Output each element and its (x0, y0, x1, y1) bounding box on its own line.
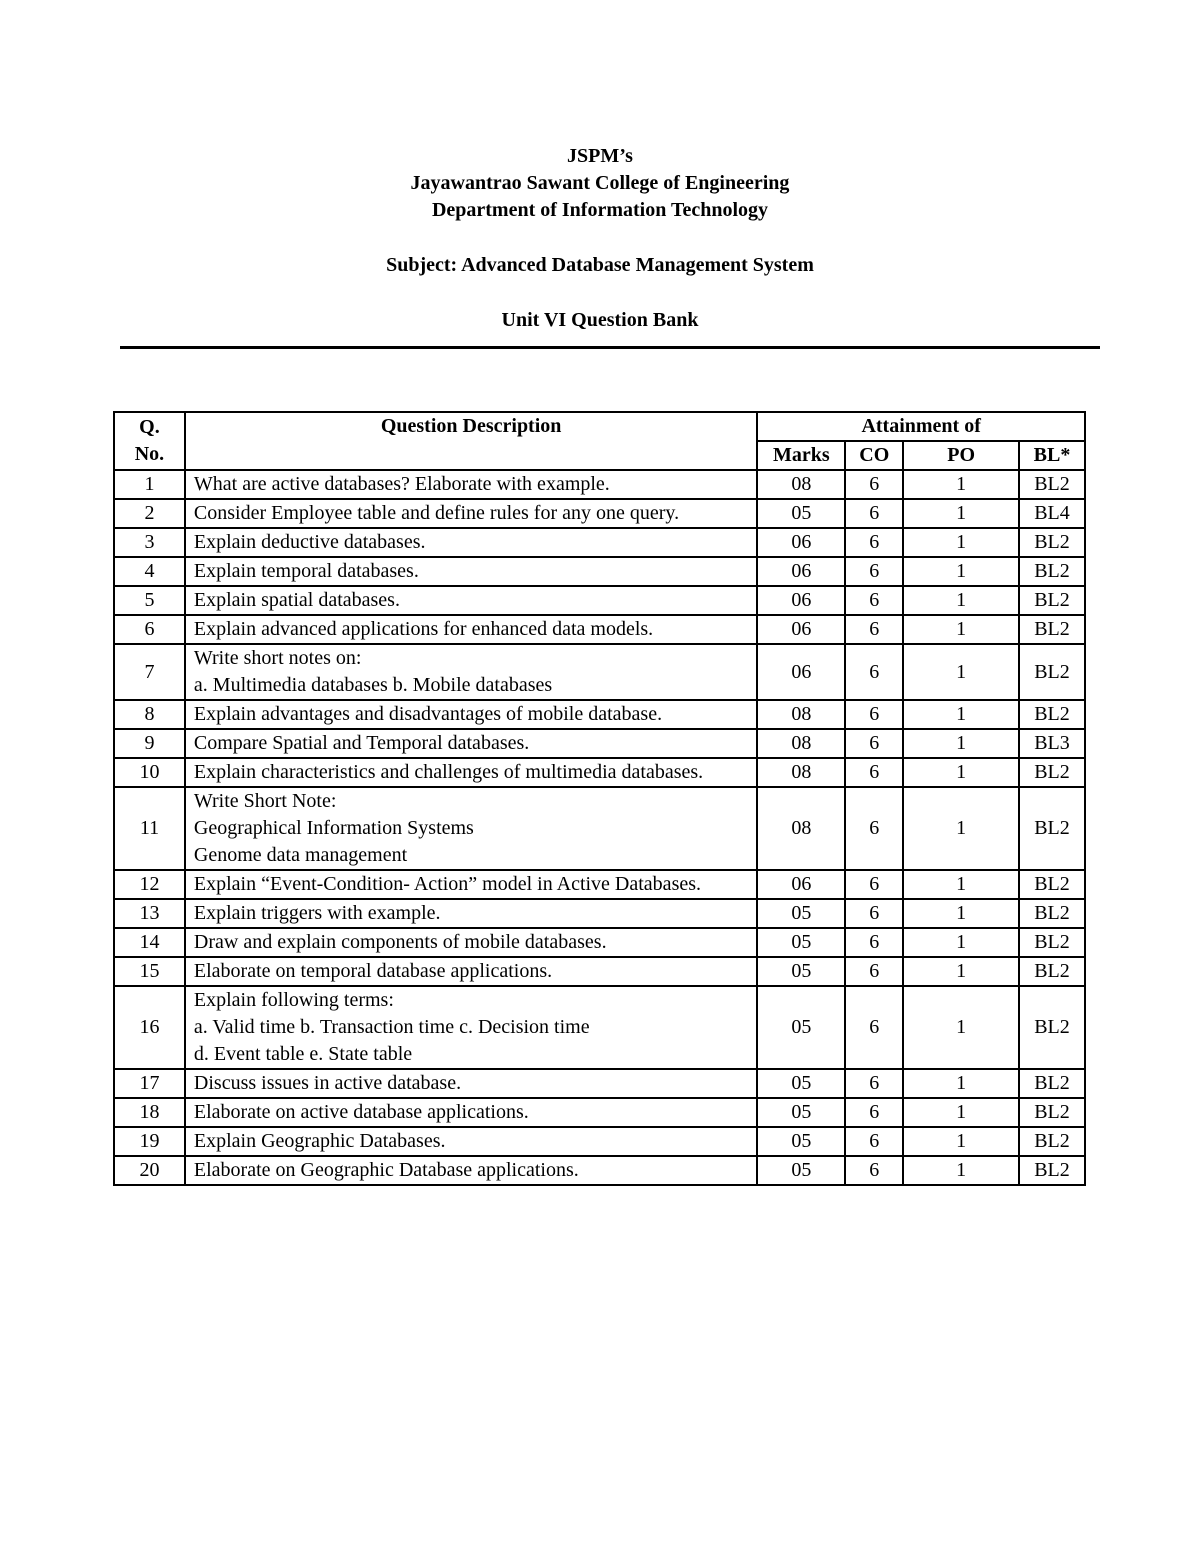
table-row (114, 557, 1085, 586)
question-number: 14 (114, 928, 185, 957)
marks-value: 05 (757, 928, 845, 957)
table-row (114, 528, 1085, 557)
description-line: Write short notes on: (193, 647, 362, 669)
unit-title: Unit VI Question Bank (501, 309, 699, 331)
co-value: 6 (845, 499, 903, 528)
question-description (185, 528, 757, 557)
description-line: a. Valid time b. Transaction time c. Decision time (193, 1016, 590, 1038)
marks-value: 05 (757, 1069, 845, 1098)
marks-value: 06 (757, 586, 845, 615)
question-number: 10 (114, 758, 185, 787)
question-number: 2 (114, 499, 185, 528)
question-number: 13 (114, 899, 185, 928)
table-row (114, 586, 1085, 615)
po-value: 1 (903, 499, 1019, 528)
description-line: Explain “Event-Condition- Action” model in Active Databases. (193, 873, 702, 895)
description-line: Explain advantages and disadvantages of mobile database. (193, 703, 663, 725)
bl-value: BL2 (1019, 644, 1085, 700)
table-body (114, 470, 1085, 1185)
bl-value: BL2 (1019, 557, 1085, 586)
co-value: 6 (845, 586, 903, 615)
description-line: Consider Employee table and define rules for any one query. (193, 502, 680, 524)
co-value: 6 (845, 1127, 903, 1156)
po-value: 1 (903, 758, 1019, 787)
po-value: 1 (903, 615, 1019, 644)
marks-value: 08 (757, 700, 845, 729)
po-value: 1 (903, 729, 1019, 758)
marks-value: 05 (757, 1098, 845, 1127)
table-row (114, 758, 1085, 787)
table-row (114, 986, 1085, 1069)
description-line: Compare Spatial and Temporal databases. (193, 732, 530, 754)
question-description (185, 1069, 757, 1098)
college-name: Jayawantrao Sawant College of Engineering (410, 172, 790, 194)
question-number: 19 (114, 1127, 185, 1156)
org-name: JSPM’s (567, 145, 633, 167)
question-number: 12 (114, 870, 185, 899)
co-value: 6 (845, 986, 903, 1069)
question-number: 9 (114, 729, 185, 758)
marks-value: 08 (757, 758, 845, 787)
marks-value: 05 (757, 499, 845, 528)
header-divider (120, 346, 1100, 349)
bl-value: BL2 (1019, 787, 1085, 870)
po-value: 1 (903, 528, 1019, 557)
description-line: Geographical Information Systems (193, 817, 474, 839)
question-description (185, 499, 757, 528)
description-line: Explain spatial databases. (193, 589, 400, 611)
co-value: 6 (845, 899, 903, 928)
question-description (185, 470, 757, 499)
co-value: 6 (845, 957, 903, 986)
bl-value: BL2 (1019, 586, 1085, 615)
subject-title: Subject: Advanced Database Management System (386, 254, 814, 276)
bl-value: BL2 (1019, 1156, 1085, 1185)
description-line: d. Event table e. State table (193, 1043, 413, 1065)
co-value: 6 (845, 528, 903, 557)
marks-value: 06 (757, 870, 845, 899)
document-header (0, 143, 1200, 334)
co-value: 6 (845, 870, 903, 899)
description-line: Explain Geographic Databases. (193, 1130, 446, 1152)
description-line: Explain deductive databases. (193, 531, 426, 553)
question-number: 7 (114, 644, 185, 700)
question-description (185, 957, 757, 986)
description-line: Write Short Note: (193, 790, 337, 812)
question-description (185, 1156, 757, 1185)
marks-value: 06 (757, 644, 845, 700)
bl-value: BL2 (1019, 928, 1085, 957)
co-value: 6 (845, 1069, 903, 1098)
description-line: What are active databases? Elaborate with example. (193, 473, 610, 495)
bl-value: BL2 (1019, 899, 1085, 928)
table-row (114, 470, 1085, 499)
po-value: 1 (903, 787, 1019, 870)
table-row (114, 729, 1085, 758)
question-description (185, 615, 757, 644)
po-value: 1 (903, 899, 1019, 928)
question-description (185, 986, 757, 1069)
table-header-row (114, 412, 1085, 441)
question-number: 6 (114, 615, 185, 644)
marks-value: 06 (757, 528, 845, 557)
question-number: 18 (114, 1098, 185, 1127)
po-value: 1 (903, 586, 1019, 615)
bl-value: BL2 (1019, 758, 1085, 787)
co-value: 6 (845, 758, 903, 787)
bl-value: BL2 (1019, 1069, 1085, 1098)
po-value: 1 (903, 1098, 1019, 1127)
bl-value: BL2 (1019, 470, 1085, 499)
description-line: Explain triggers with example. (193, 902, 441, 924)
description-line: Genome data management (193, 844, 408, 866)
po-value: 1 (903, 986, 1019, 1069)
co-value: 6 (845, 470, 903, 499)
co-value: 6 (845, 615, 903, 644)
bl-value: BL2 (1019, 957, 1085, 986)
marks-value: 05 (757, 1127, 845, 1156)
co-value: 6 (845, 557, 903, 586)
bl-value: BL2 (1019, 528, 1085, 557)
table-row (114, 615, 1085, 644)
table-row (114, 928, 1085, 957)
marks-value: 08 (757, 787, 845, 870)
question-description (185, 729, 757, 758)
table-row (114, 1127, 1085, 1156)
description-line: Explain temporal databases. (193, 560, 419, 582)
question-number: 11 (114, 787, 185, 870)
question-description (185, 787, 757, 870)
question-number: 5 (114, 586, 185, 615)
department-name: Department of Information Technology (431, 199, 769, 221)
table-row (114, 787, 1085, 870)
question-description (185, 644, 757, 700)
bl-value: BL2 (1019, 700, 1085, 729)
table-row (114, 870, 1085, 899)
bl-value: BL2 (1019, 870, 1085, 899)
question-number: 8 (114, 700, 185, 729)
question-description (185, 899, 757, 928)
marks-value: 08 (757, 729, 845, 758)
question-description (185, 1127, 757, 1156)
bl-value: BL4 (1019, 499, 1085, 528)
co-value: 6 (845, 928, 903, 957)
description-line: Discuss issues in active database. (193, 1072, 462, 1094)
question-bank-table (113, 411, 1086, 1186)
description-line: Elaborate on Geographic Database applications. (193, 1159, 579, 1181)
bl-value: BL2 (1019, 986, 1085, 1069)
table-row (114, 1069, 1085, 1098)
bl-value: BL3 (1019, 729, 1085, 758)
marks-value: 08 (757, 470, 845, 499)
marks-value: 05 (757, 1156, 845, 1185)
po-value: 1 (903, 557, 1019, 586)
bl-value: BL2 (1019, 1098, 1085, 1127)
description-header: Question Description (185, 412, 757, 470)
marks-value: 05 (757, 957, 845, 986)
description-line: Explain advanced applications for enhanced data models. (193, 618, 654, 640)
question-description (185, 557, 757, 586)
question-description (185, 1098, 757, 1127)
question-number: 20 (114, 1156, 185, 1185)
question-number: 4 (114, 557, 185, 586)
marks-value: 05 (757, 986, 845, 1069)
co-value: 6 (845, 1156, 903, 1185)
table-row (114, 1098, 1085, 1127)
po-value: 1 (903, 644, 1019, 700)
po-value: 1 (903, 700, 1019, 729)
question-number: 15 (114, 957, 185, 986)
co-value: 6 (845, 700, 903, 729)
po-header: PO (903, 441, 1019, 470)
marks-header: Marks (757, 441, 845, 470)
co-value: 6 (845, 1098, 903, 1127)
table-row (114, 700, 1085, 729)
question-description (185, 700, 757, 729)
bl-header: BL* (1019, 441, 1085, 470)
po-value: 1 (903, 1156, 1019, 1185)
question-number: 17 (114, 1069, 185, 1098)
po-value: 1 (903, 1069, 1019, 1098)
table-row (114, 899, 1085, 928)
bl-value: BL2 (1019, 1127, 1085, 1156)
table-row (114, 957, 1085, 986)
description-line: Draw and explain components of mobile databases. (193, 931, 607, 953)
description-line: a. Multimedia databases b. Mobile databases (193, 674, 553, 696)
question-number: 16 (114, 986, 185, 1069)
po-value: 1 (903, 1127, 1019, 1156)
question-description (185, 586, 757, 615)
table-row (114, 499, 1085, 528)
co-value: 6 (845, 787, 903, 870)
question-description (185, 928, 757, 957)
table-row (114, 1156, 1085, 1185)
description-line: Elaborate on temporal database applications. (193, 960, 553, 982)
marks-value: 06 (757, 557, 845, 586)
bl-value: BL2 (1019, 615, 1085, 644)
marks-value: 06 (757, 615, 845, 644)
po-value: 1 (903, 470, 1019, 499)
po-value: 1 (903, 928, 1019, 957)
qno-header: Q. No. (114, 412, 185, 470)
table-row (114, 644, 1085, 700)
co-header: CO (845, 441, 903, 470)
attainment-header: Attainment of (757, 412, 1085, 441)
question-number: 3 (114, 528, 185, 557)
description-line: Explain following terms: (193, 989, 394, 1011)
marks-value: 05 (757, 899, 845, 928)
po-value: 1 (903, 870, 1019, 899)
description-line: Explain characteristics and challenges of multimedia databases. (193, 761, 704, 783)
question-number: 1 (114, 470, 185, 499)
po-value: 1 (903, 957, 1019, 986)
description-line: Elaborate on active database applications. (193, 1101, 529, 1123)
question-description (185, 758, 757, 787)
co-value: 6 (845, 729, 903, 758)
co-value: 6 (845, 644, 903, 700)
question-description (185, 870, 757, 899)
